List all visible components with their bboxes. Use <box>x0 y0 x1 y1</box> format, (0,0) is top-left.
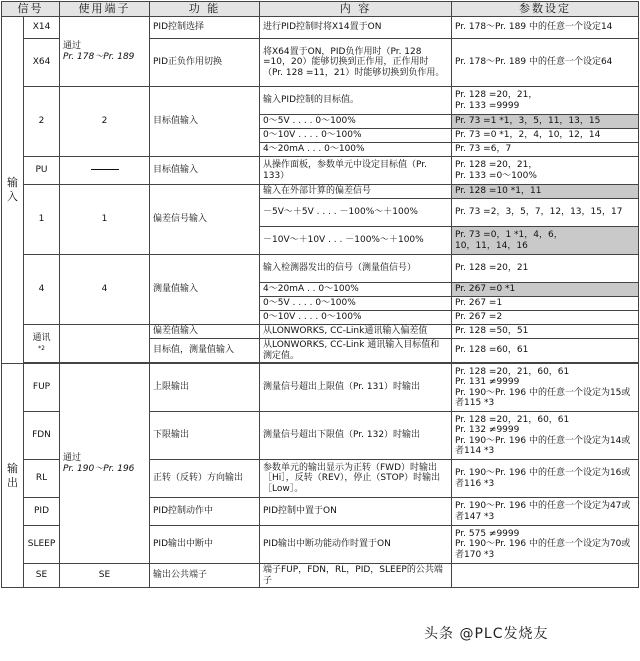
content-2-d: 4～20mA . . . 0～100% <box>260 143 452 157</box>
content-2-b: 0～5V . . . . 0～100% <box>260 115 452 129</box>
param-se <box>452 564 639 588</box>
signal-se: SE <box>24 564 60 588</box>
content-pid: PID控制中置于ON <box>260 498 452 526</box>
table-row <box>2 325 639 339</box>
content-4-a: 输入检测器发出的信号（测量值信号） <box>260 255 452 283</box>
param-fdn: Pr. 128 =20，21，60，61 Pr. 132 ≠9999 Pr. 190～Pr. 196 中的任意一个设定为14或者114 *3 <box>452 412 639 460</box>
param-1-b: Pr. 73 =2，3，5，7，12，13，15，17 <box>452 199 639 227</box>
table-row <box>2 564 639 588</box>
content-comm-a: 从LONWORKS, CC-Link通讯输入偏差值 <box>260 325 452 339</box>
table-row <box>2 87 639 115</box>
terminal-pu <box>60 157 150 185</box>
category-input: 输 入 <box>2 17 24 364</box>
content-1-c: －10V～＋10V . . . －100%～＋100% <box>260 227 452 255</box>
table-header-row <box>2 2 639 17</box>
signal-2: 2 <box>24 87 60 157</box>
content-1-a: 输入在外部计算的偏差信号 <box>260 185 452 199</box>
terminal-4: 4 <box>60 255 150 325</box>
signal-fdn: FDN <box>24 412 60 460</box>
terminal-input-group: 通过 Pr. 178～Pr. 189 <box>60 17 150 87</box>
param-4-d: Pr. 267 =2 <box>452 311 639 325</box>
signal-comm: 通讯 *2 <box>24 325 60 363</box>
signal-x64: X64 <box>24 39 60 87</box>
param-1-c: Pr. 73 =0，1 *1，4，6， 10，11，14，16 <box>452 227 639 255</box>
signal-sleep: SLEEP <box>24 526 60 564</box>
function-2: 目标值输入 <box>150 87 260 157</box>
function-x14: PID控制选择 <box>150 17 260 39</box>
signal-pid: PID <box>24 498 60 526</box>
param-2-d: Pr. 73 =6，7 <box>452 143 639 157</box>
signal-4: 4 <box>24 255 60 325</box>
param-comm-b: Pr. 128 =60，61 <box>452 339 639 363</box>
signal-fup: FUP <box>24 364 60 412</box>
terminal-2: 2 <box>60 87 150 157</box>
function-fdn: 下限输出 <box>150 412 260 460</box>
function-sleep: PID输出中断中 <box>150 526 260 564</box>
content-comm-b: 从LONWORKS, CC-Link 通讯输入目标值和测定值。 <box>260 339 452 363</box>
function-rl: 正转（反转）方向输出 <box>150 460 260 498</box>
dash-icon <box>91 169 119 170</box>
function-pid: PID控制动作中 <box>150 498 260 526</box>
signal-pu: PU <box>24 157 60 185</box>
function-se: 输出公共端子 <box>150 564 260 588</box>
signal-x14: X14 <box>24 17 60 39</box>
header-content: 内 容 <box>260 2 452 17</box>
param-rl: Pr. 190～Pr. 196 中的任意一个设定为16或者116 *3 <box>452 460 639 498</box>
param-4-c: Pr. 267 =1 <box>452 297 639 311</box>
param-4-a: Pr. 128 =20，21 <box>452 255 639 283</box>
content-2-c: 0～10V . . . . 0～100% <box>260 129 452 143</box>
content-fup: 测量信号超出上限值（Pr. 131）时输出 <box>260 364 452 412</box>
param-pid: Pr. 190～Pr. 196 中的任意一个设定为47或者147 *3 <box>452 498 639 526</box>
header-params: 参数设定 <box>452 2 639 17</box>
header-signal: 信号 <box>2 2 60 17</box>
function-4: 测量值输入 <box>150 255 260 325</box>
param-2-b: Pr. 73 =1 *1，3，5，11，13，15 <box>452 115 639 129</box>
param-fup: Pr. 128 =20，21，60，61 Pr. 131 ≠9999 Pr. 190～Pr. 196 中的任意一个设定为15或者115 *3 <box>452 364 639 412</box>
param-x64: Pr. 178～Pr. 189 中的任意一个设定64 <box>452 39 639 87</box>
function-comm-a: 偏差值输入 <box>150 325 260 339</box>
param-2-a: Pr. 128 =20，21， Pr. 133 =9999 <box>452 87 639 115</box>
watermark: 头条 @PLC发烧友 <box>420 622 552 644</box>
table-row <box>2 17 639 39</box>
table-row <box>2 157 639 185</box>
terminal-comm <box>60 325 150 363</box>
content-sleep: PID输出中断功能动作时置于ON <box>260 526 452 564</box>
table-row <box>2 185 639 199</box>
header-function: 功 能 <box>150 2 260 17</box>
pid-signal-table <box>1 1 639 588</box>
header-terminal: 使用端子 <box>60 2 150 17</box>
content-fdn: 测量信号超出下限值（Pr. 132）时输出 <box>260 412 452 460</box>
content-4-b: 4～20mA . . 0～100% <box>260 283 452 297</box>
signal-rl: RL <box>24 460 60 498</box>
terminal-output-group: 通过 Pr. 190～Pr. 196 <box>60 364 150 564</box>
param-sleep: Pr. 575 ≠9999 Pr. 190～Pr. 196 中的任意一个设定为70或者170 *3 <box>452 526 639 564</box>
content-se: 端子FUP，FDN，RL，PID，SLEEP的公共端子 <box>260 564 452 588</box>
content-4-c: 0～5V . . . . 0～100% <box>260 297 452 311</box>
param-1-a: Pr. 128 =10 *1，11 <box>452 185 639 199</box>
signal-1: 1 <box>24 185 60 255</box>
content-4-d: 0～10V . . . . 0～100% <box>260 311 452 325</box>
terminal-se: SE <box>60 564 150 588</box>
content-1-b: －5V～＋5V . . . . －100%～＋100% <box>260 199 452 227</box>
content-2-a: 输入PID控制的目标值。 <box>260 87 452 115</box>
category-output: 输 出 <box>2 364 24 588</box>
table-row <box>2 364 639 412</box>
function-pu: 目标值输入 <box>150 157 260 185</box>
function-comm-b: 目标值，测量值输入 <box>150 339 260 363</box>
param-x14: Pr. 178～Pr. 189 中的任意一个设定14 <box>452 17 639 39</box>
param-comm-a: Pr. 128 =50，51 <box>452 325 639 339</box>
content-x14: 进行PID控制时将X14置于ON <box>260 17 452 39</box>
function-fup: 上限输出 <box>150 364 260 412</box>
function-x64: PID正负作用切换 <box>150 39 260 87</box>
function-1: 偏差信号输入 <box>150 185 260 255</box>
content-x64: 将X64置于ON，PID负作用时（Pr. 128 =10，20）能够切换到正作用，正作用时（Pr. 128 =11，21）时能够切换到负作用。 <box>260 39 452 87</box>
param-4-b: Pr. 267 =0 *1 <box>452 283 639 297</box>
terminal-1: 1 <box>60 185 150 255</box>
param-2-c: Pr. 73 =0 *1，2，4，10，12，14 <box>452 129 639 143</box>
content-pu: 从操作面板，参数单元中设定目标值（Pr. 133） <box>260 157 452 185</box>
table-row <box>2 255 639 283</box>
param-pu: Pr. 128 =20，21， Pr. 133 =0～100% <box>452 157 639 185</box>
content-rl: 参数单元的输出显示为正转（FWD）时输出［Hi］，反转（REV），停止（STOP）时输出［Low］。 <box>260 460 452 498</box>
